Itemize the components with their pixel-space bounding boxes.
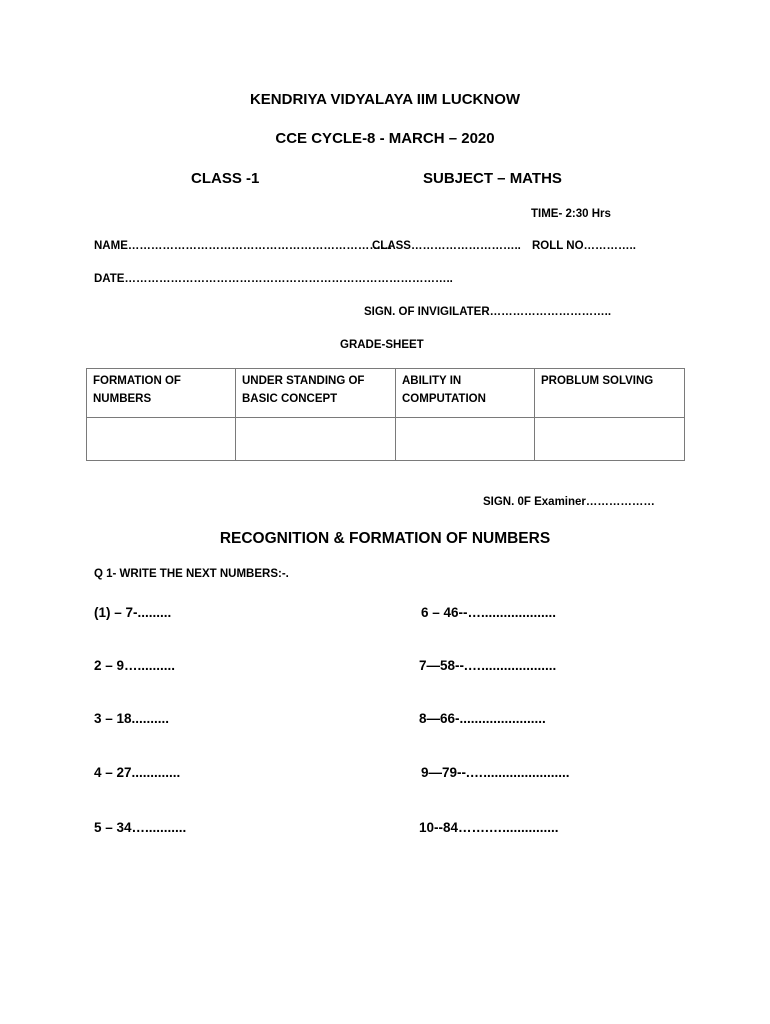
answer-item: 6 – 46--….................... bbox=[421, 605, 557, 620]
subject-label: SUBJECT – MATHS bbox=[423, 170, 562, 187]
roll-no-field: ROLL NO………….. bbox=[532, 240, 636, 252]
answer-item: 9—79--.…....................... bbox=[421, 765, 570, 780]
class-label: CLASS -1 bbox=[191, 170, 260, 187]
grade-header-line: PROBLUM SOLVING bbox=[541, 375, 654, 387]
grade-sheet-table bbox=[86, 368, 685, 461]
grade-entry-cell bbox=[87, 418, 236, 461]
answer-item: 8—66-....................... bbox=[419, 711, 546, 726]
grade-header-cell bbox=[535, 369, 685, 418]
answer-item: 5 – 34…........... bbox=[94, 820, 187, 835]
section-title: RECOGNITION & FORMATION OF NUMBERS bbox=[219, 530, 551, 547]
answer-item: 7—58--.….................... bbox=[419, 658, 557, 673]
grade-entry-cell bbox=[236, 418, 396, 461]
grade-header-cell bbox=[87, 369, 236, 418]
invigilator-signature-field: SIGN. OF INVIGILATER………………………….. bbox=[364, 306, 612, 318]
answer-item: (1) – 7-......... bbox=[94, 605, 172, 620]
examiner-signature-field: SIGN. 0F Examiner……………… bbox=[483, 496, 655, 508]
grade-entry-cell bbox=[396, 418, 535, 461]
school-name: KENDRIYA VIDYALAYA IIM LUCKNOW bbox=[249, 91, 521, 108]
date-field: DATE………………………………………………………………………….. bbox=[94, 273, 453, 285]
grade-header-cell bbox=[396, 369, 535, 418]
time-label: TIME- 2:30 Hrs bbox=[531, 208, 611, 220]
answer-item: 3 – 18.......... bbox=[94, 711, 170, 726]
grade-header-line: FORMATION OF bbox=[93, 375, 181, 387]
grade-entry-cell bbox=[535, 418, 685, 461]
answer-item: 10--84…….…............... bbox=[419, 820, 559, 835]
question-1: Q 1- WRITE THE NEXT NUMBERS:-. bbox=[94, 568, 289, 580]
grade-header-line: UNDER STANDING OF bbox=[242, 375, 365, 387]
answer-item: 2 – 9….......... bbox=[94, 658, 176, 673]
grade-header-cell bbox=[236, 369, 396, 418]
grade-header-line: ABILITY IN bbox=[402, 375, 462, 387]
grade-sheet-title: GRADE-SHEET bbox=[340, 339, 424, 351]
grade-header-line: COMPUTATION bbox=[402, 393, 486, 405]
grade-sheet-header-row bbox=[87, 369, 685, 418]
grade-header-line: NUMBERS bbox=[93, 393, 152, 405]
exam-cycle: CCE CYCLE-8 - MARCH – 2020 bbox=[275, 130, 495, 147]
grade-header-line: BASIC CONCEPT bbox=[242, 393, 338, 405]
grade-sheet-entry-row bbox=[87, 418, 685, 461]
class-field: CLASS……………………….. bbox=[372, 240, 521, 252]
answer-item: 4 – 27............. bbox=[94, 765, 181, 780]
name-field: NAME…………………………………………………………… bbox=[94, 240, 393, 252]
